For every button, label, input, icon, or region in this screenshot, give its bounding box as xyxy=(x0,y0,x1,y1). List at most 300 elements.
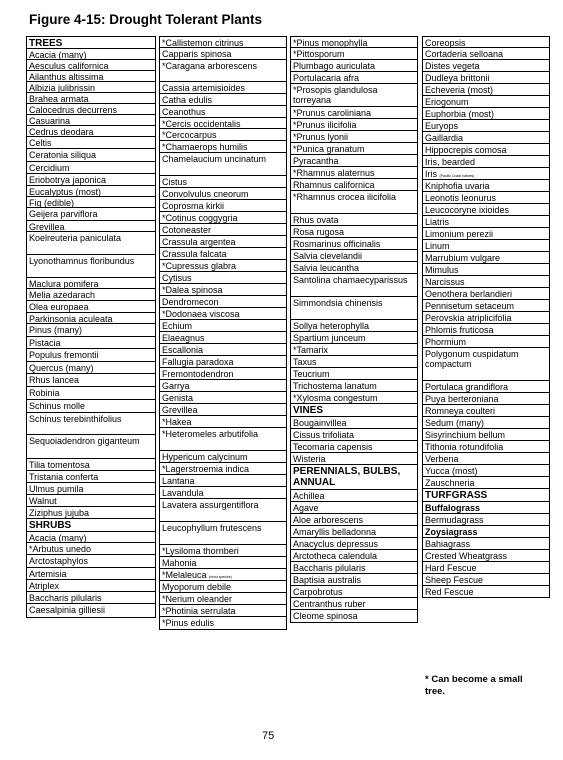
plant-name-cell xyxy=(27,374,155,387)
plant-name-cell xyxy=(423,562,549,574)
plant-name-cell xyxy=(27,126,155,137)
plant-name-cell xyxy=(423,192,549,204)
plant-name-text: Crassula falcata xyxy=(162,249,227,259)
plant-name-cell xyxy=(423,84,549,96)
plant-name-text: *Hakea xyxy=(162,417,192,427)
plant-name-cell xyxy=(291,526,417,538)
plant-name-text: *Heteromeles arbutifolia xyxy=(162,429,259,439)
plant-name-text: Achillea xyxy=(293,491,325,501)
plant-name-cell xyxy=(27,471,155,483)
plant-column-3 xyxy=(290,36,418,623)
plant-name-cell xyxy=(291,562,417,574)
plant-name-text: Tilia tomentosa xyxy=(29,460,90,470)
plant-name-text: Eucalyptus (most) xyxy=(29,187,102,197)
plant-name-text: Hippocrepis comosa xyxy=(425,145,507,155)
plant-name-text: Kniphofia uvaria xyxy=(425,181,490,191)
plant-name-text: Myoporum debile xyxy=(162,582,232,592)
plant-name-cell xyxy=(291,226,417,238)
plant-name-cell xyxy=(291,550,417,562)
plant-name-text: Leucophyllum frutescens xyxy=(162,523,262,533)
plant-name-cell xyxy=(27,604,155,618)
plant-name-text: Baptisia australis xyxy=(293,575,362,585)
plant-name-text: Calocedrus decurrens xyxy=(29,105,118,115)
plant-name-text: Distes vegeta xyxy=(425,61,480,71)
plant-name-cell xyxy=(291,441,417,453)
plant-name-text: Gaillardia xyxy=(425,133,464,143)
plant-name-text: *Punica granatum xyxy=(293,144,365,154)
plant-name-text: *Lysiloma thornberi xyxy=(162,546,239,556)
plant-name-text: Hard Fescue xyxy=(425,563,477,573)
plant-name-cell xyxy=(160,106,286,118)
plant-name-cell xyxy=(423,168,549,180)
plant-name-text: Agave xyxy=(293,503,319,513)
plant-name-text: Bougainvillea xyxy=(293,418,347,428)
plant-name-text: Cistus xyxy=(162,177,188,187)
plant-name-text: Phormium xyxy=(425,337,467,347)
plant-name-cell xyxy=(160,212,286,224)
plant-name-cell xyxy=(27,387,155,400)
plant-name-cell xyxy=(423,514,549,526)
plant-name-text: *Chamaerops humilis xyxy=(162,142,248,152)
plant-name-text: Tithonia rotundifolia xyxy=(425,442,504,452)
plant-name-text: Zauschneria xyxy=(425,478,475,488)
plant-name-text: Maclura pomifera xyxy=(29,279,99,289)
plant-name-text: Narcissus xyxy=(425,277,465,287)
plant-name-text: *Prunus ilicifolia xyxy=(293,120,357,130)
plant-name-text: *Dalea spinosa xyxy=(162,285,223,295)
plant-name-cell xyxy=(160,392,286,404)
plant-name-text: Iris, bearded xyxy=(425,157,476,167)
plant-name-text: Convolvulus cneorum xyxy=(162,189,249,199)
plant-name-cell xyxy=(423,477,549,489)
plant-name-cell xyxy=(27,400,155,413)
plant-name-cell xyxy=(291,119,417,131)
plant-name-text: Elaeagnus xyxy=(162,333,205,343)
plant-name-text: Tecomaria capensis xyxy=(293,442,373,452)
plant-name-text: Mahonia xyxy=(162,558,197,568)
plant-name-text: Schinus molle xyxy=(29,401,86,411)
plant-name-text: Sedum (many) xyxy=(425,418,485,428)
plant-name-cell xyxy=(423,381,549,393)
plant-name-cell xyxy=(423,288,549,300)
plant-name-text: Cotoneaster xyxy=(162,225,212,235)
plant-name-cell xyxy=(27,592,155,604)
plant-name-text: Eriogonum xyxy=(425,97,469,107)
plant-name-text: Robinia xyxy=(29,388,60,398)
plant-name-text: Geijera parviflora xyxy=(29,209,98,219)
plant-name-cell xyxy=(291,610,417,623)
plant-name-cell xyxy=(291,490,417,502)
plant-name-cell xyxy=(423,417,549,429)
plant-name-cell xyxy=(423,72,549,84)
plant-name-text: Eriobotrya japonica xyxy=(29,175,107,185)
plant-name-text: Hypericum calycinum xyxy=(162,452,248,462)
plant-name-text: Cleome spinosa xyxy=(293,611,358,621)
plant-name-cell xyxy=(27,82,155,93)
plant-name-text: Rosa rugosa xyxy=(293,227,345,237)
plant-name-text: Wisteria xyxy=(293,454,326,464)
plant-name-cell xyxy=(160,344,286,356)
plant-name-cell xyxy=(423,300,549,312)
plant-name-cell xyxy=(160,118,286,129)
plant-name-text: Crested Wheatgrass xyxy=(425,551,508,561)
plant-name-text: Mimulus xyxy=(425,265,459,275)
plant-name-cell xyxy=(27,232,155,255)
plant-name-cell xyxy=(291,84,417,107)
plant-name-cell xyxy=(160,153,286,176)
plant-name-text: Marrubium vulgare xyxy=(425,253,501,263)
plant-name-cell xyxy=(423,574,549,586)
plant-column-1 xyxy=(26,36,156,618)
plant-name-text: Coreopsis xyxy=(425,38,466,48)
plant-name-cell xyxy=(160,380,286,392)
plant-name-cell xyxy=(27,149,155,162)
plant-name-text: Celtis xyxy=(29,138,52,148)
plant-name-cell xyxy=(160,129,286,141)
plant-name-text: Pistacia xyxy=(29,338,61,348)
plant-name-cell xyxy=(291,392,417,404)
plant-name-cell xyxy=(27,197,155,208)
plant-name-text: Crassula argentea xyxy=(162,237,236,247)
plant-name-text: Sisyrinchium bellum xyxy=(425,430,506,440)
plant-name-text: Salvia leucantha xyxy=(293,263,360,273)
plant-name-text: *Prunus caroliniana xyxy=(293,108,372,118)
plant-name-cell xyxy=(291,155,417,167)
plant-name-text: Linum xyxy=(425,241,450,251)
plant-name-cell xyxy=(160,200,286,212)
plant-name-cell xyxy=(27,278,155,289)
plant-name-cell xyxy=(160,557,286,569)
plant-name-cell xyxy=(160,463,286,475)
plant-name-cell xyxy=(423,550,549,562)
plant-name-text: Leonotis leonurus xyxy=(425,193,497,203)
plant-name-cell xyxy=(423,228,549,240)
plant-name-cell xyxy=(27,337,155,349)
plant-name-cell xyxy=(291,107,417,119)
plant-name-cell xyxy=(160,581,286,593)
plant-name-text: Catha edulis xyxy=(162,95,213,105)
plant-name-cell xyxy=(423,144,549,156)
plant-name-text: Arctotheca calendula xyxy=(293,551,378,561)
plant-name-cell xyxy=(27,104,155,115)
plant-name-text: *Photinia serrulata xyxy=(162,606,236,616)
plant-name-cell xyxy=(160,368,286,380)
plant-name-cell xyxy=(291,250,417,262)
plant-name-cell xyxy=(291,586,417,598)
plant-name-cell xyxy=(423,312,549,324)
plant-name-cell xyxy=(291,380,417,392)
plant-name-text: Atriplex xyxy=(29,581,60,591)
plant-name-text: *Rhamnus crocea ilicifolia xyxy=(293,192,397,202)
plant-name-text: *Xylosma congestum xyxy=(293,393,378,403)
plant-name-cell xyxy=(27,555,155,568)
plant-name-cell xyxy=(291,179,417,191)
plant-name-text: Lantana xyxy=(162,476,195,486)
plant-name-cell xyxy=(423,240,549,252)
plant-name-text: Euphorbia (most) xyxy=(425,109,495,119)
plant-name-text: Cissus trifoliata xyxy=(293,430,355,440)
plant-name-cell xyxy=(291,297,417,320)
plant-name-text: Koelreuteria paniculata xyxy=(29,233,122,243)
plant-name-cell xyxy=(160,37,286,48)
plant-name-cell xyxy=(291,143,417,155)
plant-name-cell xyxy=(160,356,286,368)
plant-name-text: Tristania conferta xyxy=(29,472,99,482)
plant-name-text: Parkinsonia aculeata xyxy=(29,314,113,324)
footnote: * Can become a small tree. xyxy=(425,674,523,697)
plant-name-text: Albizia julibrissin xyxy=(29,83,96,93)
plant-name-cell xyxy=(291,72,417,84)
plant-name-text: Bahiagrass xyxy=(425,539,471,549)
plant-name-text: Perovskia atriplicifolia xyxy=(425,313,512,323)
plant-name-cell xyxy=(160,404,286,416)
plant-name-text: Ulmus pumila xyxy=(29,484,84,494)
plant-name-text: *Lagerstroemia indica xyxy=(162,464,250,474)
plant-name-text: Capparis spinosa xyxy=(162,49,232,59)
plant-name-cell xyxy=(291,417,417,429)
plant-name-text: Verbena xyxy=(425,454,459,464)
plant-name-cell xyxy=(291,356,417,368)
plant-name-text: Carpobrotus xyxy=(293,587,343,597)
plant-name-text: *Dodonaea viscosa xyxy=(162,309,240,319)
plant-name-text: Anacyclus depressus xyxy=(293,539,379,549)
plant-name-cell xyxy=(160,487,286,499)
plant-name-cell xyxy=(160,296,286,308)
plant-name-cell xyxy=(291,538,417,550)
category-heading-text: SHRUBS xyxy=(29,520,72,531)
plant-name-text: Rhus lancea xyxy=(29,375,80,385)
plant-name-cell xyxy=(27,255,155,278)
plant-name-cell xyxy=(27,186,155,197)
plant-name-cell xyxy=(27,568,155,580)
plant-name-text: Portulacaria afra xyxy=(293,73,360,83)
plant-name-cell xyxy=(27,115,155,126)
plant-name-text: Salvia clevelandii xyxy=(293,251,363,261)
plant-name-text: Ceanothus xyxy=(162,107,206,117)
plant-name-text: Pennisetum setaceum xyxy=(425,301,515,311)
plant-name-cell xyxy=(27,71,155,82)
plant-name-text: Genista xyxy=(162,393,194,403)
plant-name-text: *Callistemon citrinus xyxy=(162,38,244,48)
plant-name-cell xyxy=(160,617,286,630)
plant-name-text: Sheep Fescue xyxy=(425,575,484,585)
plant-name-cell xyxy=(423,465,549,477)
plant-name-text: *Prunus lyonii xyxy=(293,132,349,142)
plant-name-cell xyxy=(291,214,417,226)
plant-name-text: Dendromecon xyxy=(162,297,219,307)
plant-name-text: Melia azedarach xyxy=(29,290,96,300)
plant-name-cell xyxy=(27,208,155,221)
plant-name-cell xyxy=(160,272,286,284)
plant-name-cell xyxy=(423,453,549,465)
plant-name-cell xyxy=(423,37,549,48)
plant-name-cell xyxy=(160,499,286,522)
page-number: 75 xyxy=(262,730,275,742)
plant-name-cell xyxy=(160,320,286,332)
plant-name-text: *Rhamnus alaternus xyxy=(293,168,375,178)
plant-name-text: Cortaderia selloana xyxy=(425,49,504,59)
plant-name-text: Ziziphus jujuba xyxy=(29,508,90,518)
plant-name-text: Fallugia paradoxa xyxy=(162,357,234,367)
plant-name-text: Santolina chamaecyparissus xyxy=(293,275,408,285)
plant-name-text: Teucrium xyxy=(293,369,330,379)
plant-name-cell xyxy=(291,574,417,586)
plant-name-text: Schinus terebinthifolius xyxy=(29,414,122,424)
plant-name-cell xyxy=(291,514,417,526)
plant-name-text: *Cupressus glabra xyxy=(162,261,237,271)
plant-name-cell xyxy=(27,413,155,435)
plant-name-cell xyxy=(423,216,549,228)
plant-name-cell xyxy=(160,260,286,272)
plant-name-cell xyxy=(423,252,549,264)
plant-name-text: Polygonum cuspidatum compactum xyxy=(425,349,519,369)
plant-name-text: Grevillea xyxy=(29,222,65,232)
plant-name-cell xyxy=(291,453,417,465)
plant-column-4 xyxy=(422,36,550,598)
plant-name-text: *Tamarix xyxy=(293,345,329,355)
plant-name-text: Phlomis fruticosa xyxy=(425,325,494,335)
plant-name-text: Grevillea xyxy=(162,405,198,415)
plant-name-text: Brahea armata xyxy=(29,94,89,104)
plant-name-text: Centranthus ruber xyxy=(293,599,366,609)
category-heading-text: TREES xyxy=(29,38,63,49)
category-heading xyxy=(291,465,417,490)
plant-name-cell xyxy=(291,262,417,274)
plant-name-text: Euryops xyxy=(425,121,459,131)
plant-name-cell xyxy=(423,441,549,453)
plant-name-cell xyxy=(423,526,549,538)
plant-name-text: Ceratonia siliqua xyxy=(29,150,97,160)
plant-name-cell xyxy=(423,336,549,348)
plant-name-cell xyxy=(423,132,549,144)
plant-name-text: Bermudagrass xyxy=(425,515,484,525)
plant-name-text: Acacia (many) xyxy=(29,50,87,60)
plant-name-cell xyxy=(27,93,155,104)
plant-name-text: Echeveria (most) xyxy=(425,85,494,95)
plant-name-text: Echium xyxy=(162,321,193,331)
plant-name-cell xyxy=(160,308,286,320)
plant-name-cell xyxy=(27,483,155,495)
plant-name-text: *Cercocarpus xyxy=(162,130,217,140)
plant-name-text: Lavandula xyxy=(162,488,204,498)
plant-name-text: Cytisus xyxy=(162,273,192,283)
plant-name-cell xyxy=(423,180,549,192)
plant-name-text: Spartium junceum xyxy=(293,333,366,343)
plant-name-text: Fig (edible) xyxy=(29,198,75,208)
plant-name-cell xyxy=(27,362,155,374)
plant-name-cell xyxy=(423,348,549,381)
plant-name-cell xyxy=(160,248,286,260)
plant-name-cell xyxy=(27,459,155,471)
plant-name-cell xyxy=(160,82,286,94)
plant-name-text: Fremontodendron xyxy=(162,369,234,379)
plant-name-text: *Prosopis glandulosa torreyana xyxy=(293,85,378,105)
plant-name-cell xyxy=(291,131,417,143)
plant-name-cell xyxy=(291,320,417,332)
plant-name-cell xyxy=(160,605,286,617)
plant-name-text: Pinus (many) xyxy=(29,325,83,335)
plant-name-text: *Arbutus unedo xyxy=(29,544,92,554)
plant-name-cell xyxy=(27,495,155,507)
plant-name-cell xyxy=(423,108,549,120)
plant-name-text: Zoysiagrass xyxy=(425,527,478,537)
plant-name-cell xyxy=(27,301,155,313)
plant-name-cell xyxy=(160,236,286,248)
category-heading xyxy=(27,519,155,532)
plant-name-cell xyxy=(160,451,286,463)
plant-name-cell xyxy=(160,94,286,106)
plant-name-text: Quercus (many) xyxy=(29,363,94,373)
plant-name-cell xyxy=(423,204,549,216)
plant-name-text: Lyonothamnus floribundus xyxy=(29,256,135,266)
plant-name-text: *Pittosporum xyxy=(293,49,345,59)
category-heading-text: PERENNIALS, BULBS, ANNUAL xyxy=(293,466,401,488)
plant-name-cell xyxy=(27,580,155,592)
plant-name-text: Taxus xyxy=(293,357,317,367)
plant-name-cell xyxy=(27,435,155,459)
plant-name-text: Olea europaea xyxy=(29,302,89,312)
plant-name-text: Aloe arborescens xyxy=(293,515,364,525)
plant-name-cell xyxy=(27,289,155,301)
plant-name-text: Yucca (most) xyxy=(425,466,478,476)
plant-name-text: *Nerium oleander xyxy=(162,594,233,604)
plant-name-cell xyxy=(291,48,417,60)
plant-name-text: Acacia (many) xyxy=(29,533,87,543)
category-heading xyxy=(423,489,549,502)
plant-name-cell xyxy=(291,502,417,514)
plant-name-cell xyxy=(160,545,286,557)
plant-note: (Pacific Coast natives) xyxy=(439,174,475,178)
plant-name-cell xyxy=(27,543,155,555)
plant-name-cell xyxy=(423,324,549,336)
plant-name-text: Populus fremontii xyxy=(29,350,99,360)
plant-name-text: Baccharis pilularis xyxy=(293,563,366,573)
plant-name-cell xyxy=(291,191,417,214)
plant-name-text: *Melaleuca xyxy=(162,570,207,580)
plant-name-text: Artemisia xyxy=(29,569,67,579)
plant-column-2 xyxy=(159,36,287,630)
plant-name-cell xyxy=(160,332,286,344)
plant-name-text: Dudleya brittonii xyxy=(425,73,490,83)
plant-name-text: Plumbago auriculata xyxy=(293,61,376,71)
plant-name-cell xyxy=(27,49,155,60)
plant-name-text: Trichostema lanatum xyxy=(293,381,377,391)
plant-name-cell xyxy=(423,264,549,276)
plant-name-text: Lavatera assurgentiflora xyxy=(162,500,259,510)
plant-name-text: Rhamnus californica xyxy=(293,180,375,190)
plant-name-text: Arctostaphylos xyxy=(29,556,89,566)
plant-name-text: Sollya heterophylla xyxy=(293,321,370,331)
plant-name-text: Buffalograss xyxy=(425,503,481,513)
category-heading xyxy=(291,404,417,417)
plant-name-text: *Cotinus coggygria xyxy=(162,213,238,223)
plant-name-text: *Cercis occidentalis xyxy=(162,119,241,129)
plant-name-cell xyxy=(27,532,155,543)
plant-name-text: Amaryllis belladonna xyxy=(293,527,377,537)
plant-name-cell xyxy=(160,141,286,153)
plant-name-text: Romneya coulteri xyxy=(425,406,496,416)
plant-name-text: Ailanthus altissima xyxy=(29,72,104,82)
plant-name-cell xyxy=(291,37,417,48)
plant-name-cell xyxy=(27,507,155,519)
plant-name-text: Coprosma kirkii xyxy=(162,201,225,211)
plant-name-cell xyxy=(291,167,417,179)
plant-name-cell xyxy=(291,238,417,250)
plant-name-cell xyxy=(160,569,286,581)
plant-name-cell xyxy=(160,475,286,487)
plant-name-cell xyxy=(27,349,155,362)
plant-name-cell xyxy=(160,284,286,296)
